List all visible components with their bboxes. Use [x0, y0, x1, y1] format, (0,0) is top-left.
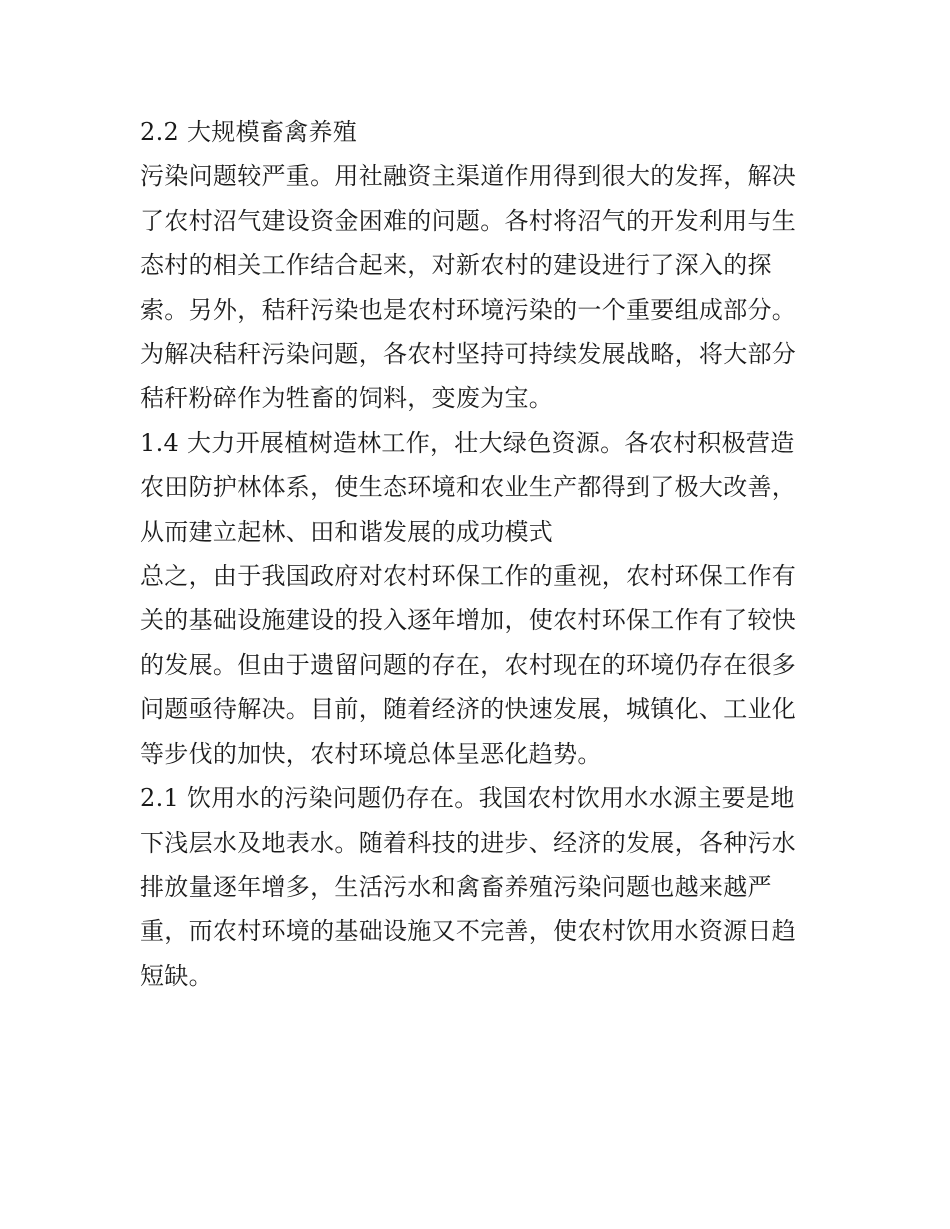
paragraph-drinking-water: 2.1 饮用水的污染问题仍存在。我国农村饮用水水源主要是地下浅层水及地表水。随着科技的进步、经济的发展，各种污水排放量逐年增多，生活污水和禽畜养殖污染问题也越来越严重，而农村环境的基础设施又不完善，使农村饮用水资源日趋短缺。: [140, 784, 797, 990]
paragraph-afforestation: 1.4 大力开展植树造林工作，壮大绿色资源。各农村积极营造农田防护林体系，使生态环境和农业生产都得到了极大改善，从而建立起林、田和谐发展的成功模式: [140, 428, 797, 546]
section-heading-2-2: 2.2 大规模畜禽养殖: [140, 118, 358, 146]
paragraph-pollution-biogas-straw: 污染问题较严重。用社融资主渠道作用得到很大的发挥，解决了农村沼气建设资金困难的问题。各村将沼气的开发利用与生态村的相关工作结合起来，对新农村的建设进行了深入的探索。另外，秸秆污染也是农村环境污染的一个重要组成部分。为解决秸秆污染问题，各农村坚持可持续发展战略，将大部分秸秆粉碎作为牲畜的饲料，变废为宝。: [140, 162, 797, 413]
document-page: [140, 110, 812, 998]
paragraph-summary: 总之，由于我国政府对农村环保工作的重视，农村环保工作有关的基础设施建设的投入逐年增加，使农村环保工作有了较快的发展。但由于遗留问题的存在，农村现在的环境仍存在很多问题亟待解决。目前，随着经济的快速发展，城镇化、工业化等步伐的加快，农村环境总体呈恶化趋势。: [140, 562, 797, 768]
